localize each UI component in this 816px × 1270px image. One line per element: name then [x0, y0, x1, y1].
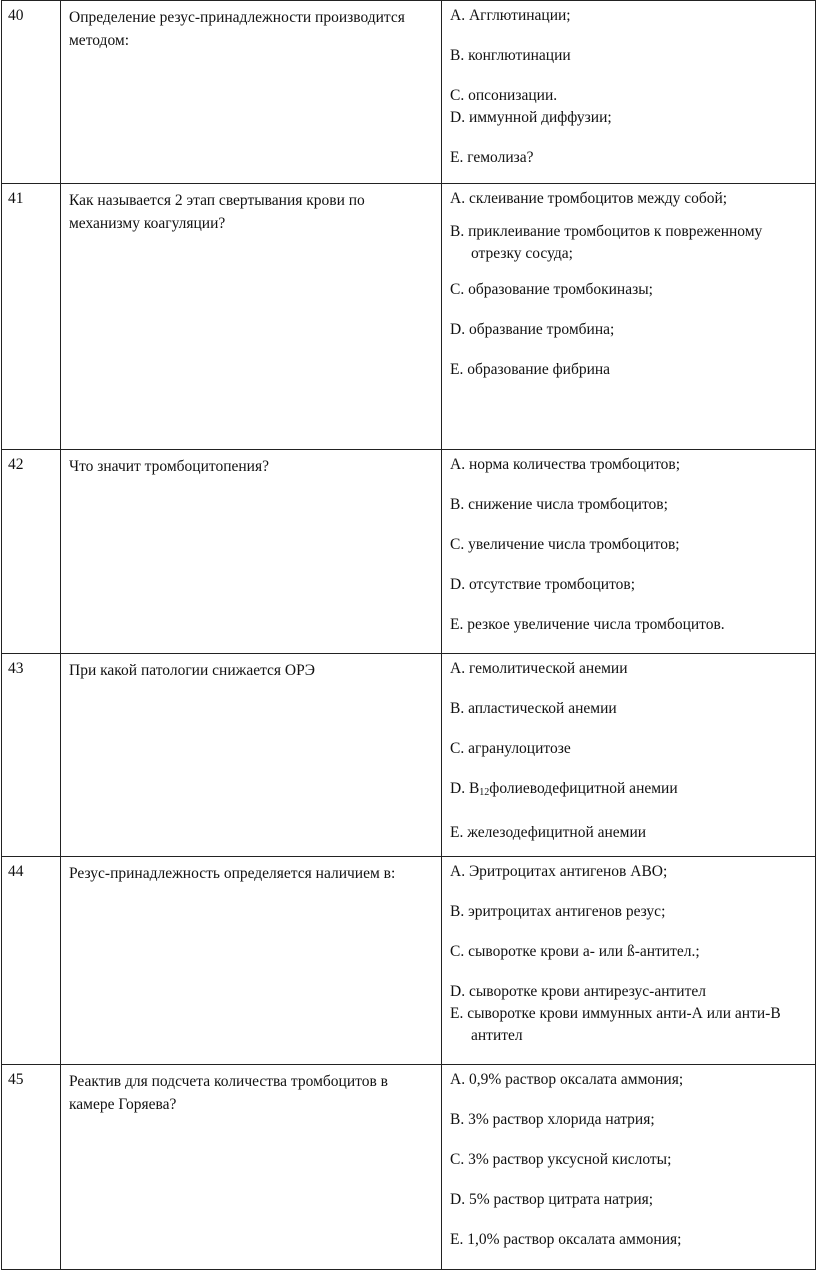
question-row-42 [2, 450, 816, 654]
question-row-40 [2, 1, 816, 184]
option-b: B. эритроцитах антигенов резус; [450, 903, 666, 920]
question-text-cell [61, 654, 442, 857]
question-number-cell [2, 654, 61, 857]
question-row-43 [2, 654, 816, 857]
question-text-cell [61, 1065, 442, 1270]
question-text: Резус-принадлежность определяется наличием в: [69, 865, 396, 882]
question-number: 44 [8, 863, 24, 880]
option-c: C. образование тромбокиназы; [450, 281, 653, 298]
question-number-cell [2, 857, 61, 1065]
question-number: 42 [8, 456, 24, 473]
question-text: Реактив для подсчета количества тромбоцитов в камере Горяева? [69, 1073, 388, 1113]
option-c: C. сыворотке крови а- или ß-антител.; [450, 943, 700, 960]
question-number: 45 [8, 1071, 24, 1088]
question-text: Как называется 2 этап свертывания крови по механизму коагуляции? [69, 192, 365, 232]
question-number-cell [2, 184, 61, 450]
option-a: A. норма количества тромбоцитов; [450, 456, 681, 473]
option-c: C. агранулоцитозе [450, 740, 571, 757]
question-number: 43 [8, 660, 24, 677]
option-a: A. склеивание тромбоцитов между собой; [450, 190, 728, 207]
option-d: D. образвание тромбина; [450, 321, 615, 338]
answer-options-cell [442, 654, 816, 857]
option-e: E. гемолиза? [450, 149, 534, 166]
option-e: E. образование фибрина [450, 361, 611, 378]
question-text-cell [61, 857, 442, 1065]
option-e: E. 1,0% раствор оксалата аммония; [450, 1231, 682, 1248]
question-number-cell [2, 450, 61, 654]
answer-options-cell [442, 1, 816, 184]
option-e: E. железодефицитной анемии [450, 824, 647, 841]
question-text-cell [61, 184, 442, 450]
question-number-cell [2, 1, 61, 184]
answer-options-cell [442, 1065, 816, 1270]
option-e: E. сыворотке крови иммунных анти-А или анти-В антител [450, 1005, 781, 1044]
option-d: D. сыворотке крови антирезус-антител [450, 983, 706, 1000]
questions-table [1, 0, 816, 1270]
option-d-prefix: D. B [450, 780, 480, 797]
option-b: B. приклеивание тромбоцитов к повреженному отрезку сосуда; [450, 223, 763, 262]
question-row-44 [2, 857, 816, 1065]
question-text: При какой патологии снижается ОРЭ [69, 662, 315, 679]
option-c: C. увеличение числа тромбоцитов; [450, 536, 680, 553]
option-a: A. Эритроцитах антигенов АВО; [450, 863, 668, 880]
question-number-cell [2, 1065, 61, 1270]
option-d: D. отсутствие тромбоцитов; [450, 576, 636, 593]
answer-options-cell [442, 184, 816, 450]
answer-options-cell [442, 450, 816, 654]
option-a: A. Агглютинации; [450, 7, 571, 24]
answer-options-cell [442, 857, 816, 1065]
option-e: E. резкое увеличение числа тромбоцитов. [450, 616, 725, 633]
option-b: B. снижение числа тромбоцитов; [450, 496, 668, 513]
option-d-text: фолиеводефицитной анемии [489, 780, 678, 797]
option-a: A. 0,9% раствор оксалата аммония; [450, 1071, 684, 1088]
question-text: Определение резус-принадлежности производится методом: [69, 9, 405, 49]
option-a: A. гемолитической анемии [450, 660, 628, 677]
option-c: C. 3% раствор уксусной кислоты; [450, 1151, 672, 1168]
question-number: 40 [8, 7, 24, 24]
option-c: C. опсонизации. [450, 87, 558, 104]
option-d-subscript: 12 [479, 787, 490, 798]
option-d: D. иммунной диффузии; [450, 109, 612, 126]
option-d [450, 778, 811, 804]
question-number: 41 [8, 190, 24, 207]
question-row-41 [2, 184, 816, 450]
question-text-cell [61, 1, 442, 184]
question-row-45 [2, 1065, 816, 1270]
question-text: Что значит тромбоцитопения? [69, 458, 269, 475]
option-b: B. 3% раствор хлорида натрия; [450, 1111, 655, 1128]
option-b: B. апластической анемии [450, 700, 617, 717]
option-d: D. 5% раствор цитрата натрия; [450, 1191, 654, 1208]
option-b: B. конглютинации [450, 47, 571, 64]
question-text-cell [61, 450, 442, 654]
